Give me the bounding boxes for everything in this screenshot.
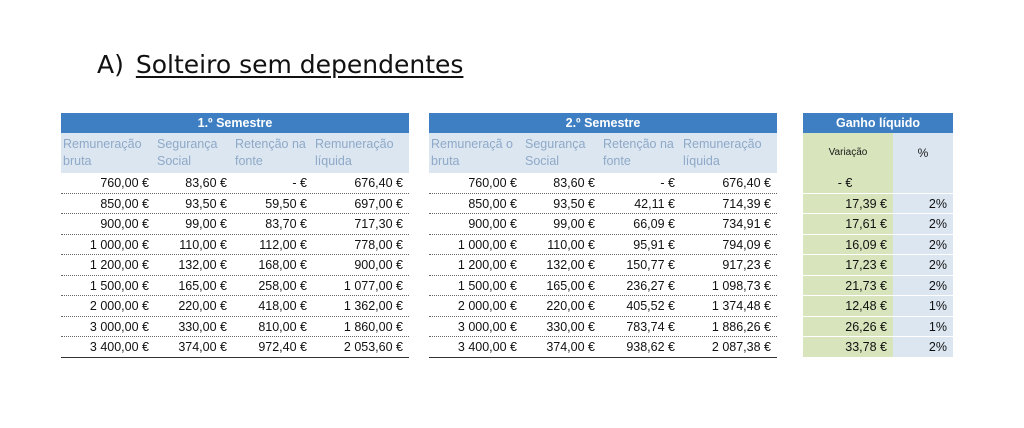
net-gain-table (803, 113, 953, 358)
section-title (97, 50, 463, 79)
table-cell: 12,48 € (803, 296, 893, 316)
table-cell: 165,00 € (178, 278, 227, 293)
table-cell: 1% (893, 296, 953, 316)
table-row (61, 255, 409, 276)
table-cell: 2% (893, 235, 953, 255)
table-cell: 17,61 € (803, 214, 893, 234)
table-cell: 2 053,60 € (343, 340, 403, 354)
table-row (803, 276, 953, 297)
table-row (61, 194, 409, 215)
table-body (61, 173, 409, 358)
column-header: Remuneração líquida (683, 137, 762, 168)
table-cell: 3 000,00 € (457, 319, 517, 334)
table-cell: 778,00 € (354, 237, 403, 252)
table-cell: 900,00 € (100, 217, 149, 231)
column-header: % (893, 133, 953, 173)
table-cell: - € (803, 173, 893, 193)
table-row (61, 296, 409, 317)
table-row (429, 214, 777, 235)
table-cell: 59,50 € (265, 196, 307, 211)
table-cell: - € (292, 176, 307, 190)
table-cell: 1 374,48 € (711, 299, 771, 313)
table-band-title: 1.º Semestre (61, 113, 409, 133)
table-cell: 3 000,00 € (89, 319, 149, 334)
table-cell: 1 500,00 € (89, 278, 149, 293)
table-cell: 717,30 € (354, 217, 403, 231)
table-cell: 676,40 € (722, 176, 771, 190)
table-cell: 900,00 € (468, 217, 517, 231)
table-row (803, 296, 953, 317)
table-cell: 83,60 € (553, 176, 595, 190)
table-cell: 83,60 € (185, 176, 227, 190)
table-cell: 66,09 € (633, 217, 675, 231)
table-row (429, 317, 777, 338)
column-header: Remuneração bruta (63, 137, 142, 168)
table-cell: 783,74 € (626, 319, 675, 334)
table-row (803, 235, 953, 256)
table-cell: 132,00 € (178, 258, 227, 272)
table-cell: 150,77 € (626, 258, 675, 272)
table-cell: 258,00 € (258, 278, 307, 293)
table-cell: 418,00 € (258, 299, 307, 313)
column-header: Remuneraçã o bruta (431, 137, 513, 168)
table-band-title: 2.º Semestre (429, 113, 777, 133)
table-cell: 2% (893, 276, 953, 296)
column-header: Remuneração líquida (315, 137, 394, 168)
table-row (803, 337, 953, 358)
table-cell: 1 200,00 € (457, 258, 517, 272)
table-cell: 168,00 € (258, 258, 307, 272)
table-cell: 99,00 € (185, 217, 227, 231)
table-cell: 810,00 € (258, 319, 307, 334)
table-cell: 676,40 € (354, 176, 403, 190)
table-row (61, 235, 409, 256)
table-cell: 2% (893, 337, 953, 357)
table-row (429, 337, 777, 358)
table-row (61, 214, 409, 235)
section-letter: A) (97, 50, 124, 79)
table-row (429, 194, 777, 215)
table-cell: 734,91 € (722, 217, 771, 231)
table-cell: 714,39 € (722, 196, 771, 211)
table-cell: 900,00 € (354, 258, 403, 272)
table-cell: 112,00 € (259, 237, 307, 252)
table-cell: 2% (893, 255, 953, 275)
table-cell: 697,00 € (354, 196, 403, 211)
table-row (429, 255, 777, 276)
table-cell: 330,00 € (178, 319, 227, 334)
table-row (61, 337, 409, 358)
table-row (61, 173, 409, 194)
table-cell: - € (660, 176, 675, 190)
table-row (803, 214, 953, 235)
table-cell: 16,09 € (803, 235, 893, 255)
table-cell: 110,00 € (547, 237, 595, 252)
table-cell: 3 400,00 € (457, 340, 517, 354)
table-cell: 1 077,00 € (343, 278, 403, 293)
table-header-row (61, 133, 409, 173)
table-cell: 850,00 € (468, 196, 517, 211)
table-header-row (803, 133, 953, 173)
column-header: Retenção na fonte (235, 137, 306, 168)
table-cell: 95,91 € (633, 237, 675, 252)
table-row (429, 276, 777, 297)
table-cell: 132,00 € (546, 258, 595, 272)
table-row (803, 194, 953, 215)
table-row (429, 296, 777, 317)
table-cell: 33,78 € (803, 337, 893, 357)
table-cell: 2% (893, 214, 953, 234)
table-cell: 110,00 € (179, 237, 227, 252)
table-cell: 1 860,00 € (343, 319, 403, 334)
table-cell: 760,00 € (100, 176, 149, 190)
table-cell: 2 087,38 € (711, 340, 771, 354)
table-cell: 330,00 € (546, 319, 595, 334)
column-header: Segurança Social (525, 137, 586, 168)
table-band-title: Ganho líquido (803, 113, 953, 133)
table-cell: 1 000,00 € (89, 237, 149, 252)
table-body (429, 173, 777, 358)
table-row (61, 317, 409, 338)
table-cell: 236,27 € (626, 278, 675, 293)
column-header: Retenção na fonte (603, 137, 674, 168)
first-semester-table (61, 113, 409, 358)
table-cell: 2 000,00 € (89, 299, 149, 313)
table-cell: 1 500,00 € (457, 278, 517, 293)
table-cell: 220,00 € (178, 299, 227, 313)
table-cell: 99,00 € (553, 217, 595, 231)
table-cell: 2 000,00 € (457, 299, 517, 313)
table-cell: 1 000,00 € (457, 237, 517, 252)
table-cell: 220,00 € (546, 299, 595, 313)
table-cell: 374,00 € (546, 340, 595, 354)
table-row (803, 317, 953, 338)
table-cell: 93,50 € (185, 196, 227, 211)
table-cell: 21,73 € (803, 276, 893, 296)
table-cell: 938,62 € (626, 340, 675, 354)
table-body (803, 173, 953, 358)
table-cell: 26,26 € (803, 317, 893, 337)
section-heading: Solteiro sem dependentes (135, 50, 464, 79)
table-cell: 2% (893, 194, 953, 214)
table-cell: 17,23 € (803, 255, 893, 275)
second-semester-table (429, 113, 777, 358)
table-cell: 374,00 € (178, 340, 227, 354)
table-cell: 17,39 € (803, 194, 893, 214)
table-row (803, 173, 953, 194)
table-cell: 972,40 € (258, 340, 307, 354)
table-row (61, 276, 409, 297)
table-cell: 1 098,73 € (711, 278, 771, 293)
table-cell: 93,50 € (553, 196, 595, 211)
table-cell: 1 362,00 € (343, 299, 403, 313)
table-cell: 794,09 € (722, 237, 771, 252)
table-cell: 1% (893, 317, 953, 337)
table-cell: 405,52 € (626, 299, 675, 313)
table-row (429, 235, 777, 256)
table-cell: 760,00 € (468, 176, 517, 190)
table-cell: 917,23 € (722, 258, 771, 272)
table-row (803, 255, 953, 276)
column-header: Variação (803, 133, 893, 173)
table-row (429, 173, 777, 194)
column-header: Segurança Social (157, 137, 218, 168)
table-header-row (429, 133, 777, 173)
table-cell: 850,00 € (100, 196, 149, 211)
table-cell: 1 886,26 € (711, 319, 771, 334)
table-cell (893, 173, 953, 193)
table-cell: 165,00 € (546, 278, 595, 293)
table-cell: 42,11 € (634, 196, 675, 211)
table-cell: 83,70 € (265, 217, 307, 231)
table-cell: 3 400,00 € (89, 340, 149, 354)
table-cell: 1 200,00 € (89, 258, 149, 272)
